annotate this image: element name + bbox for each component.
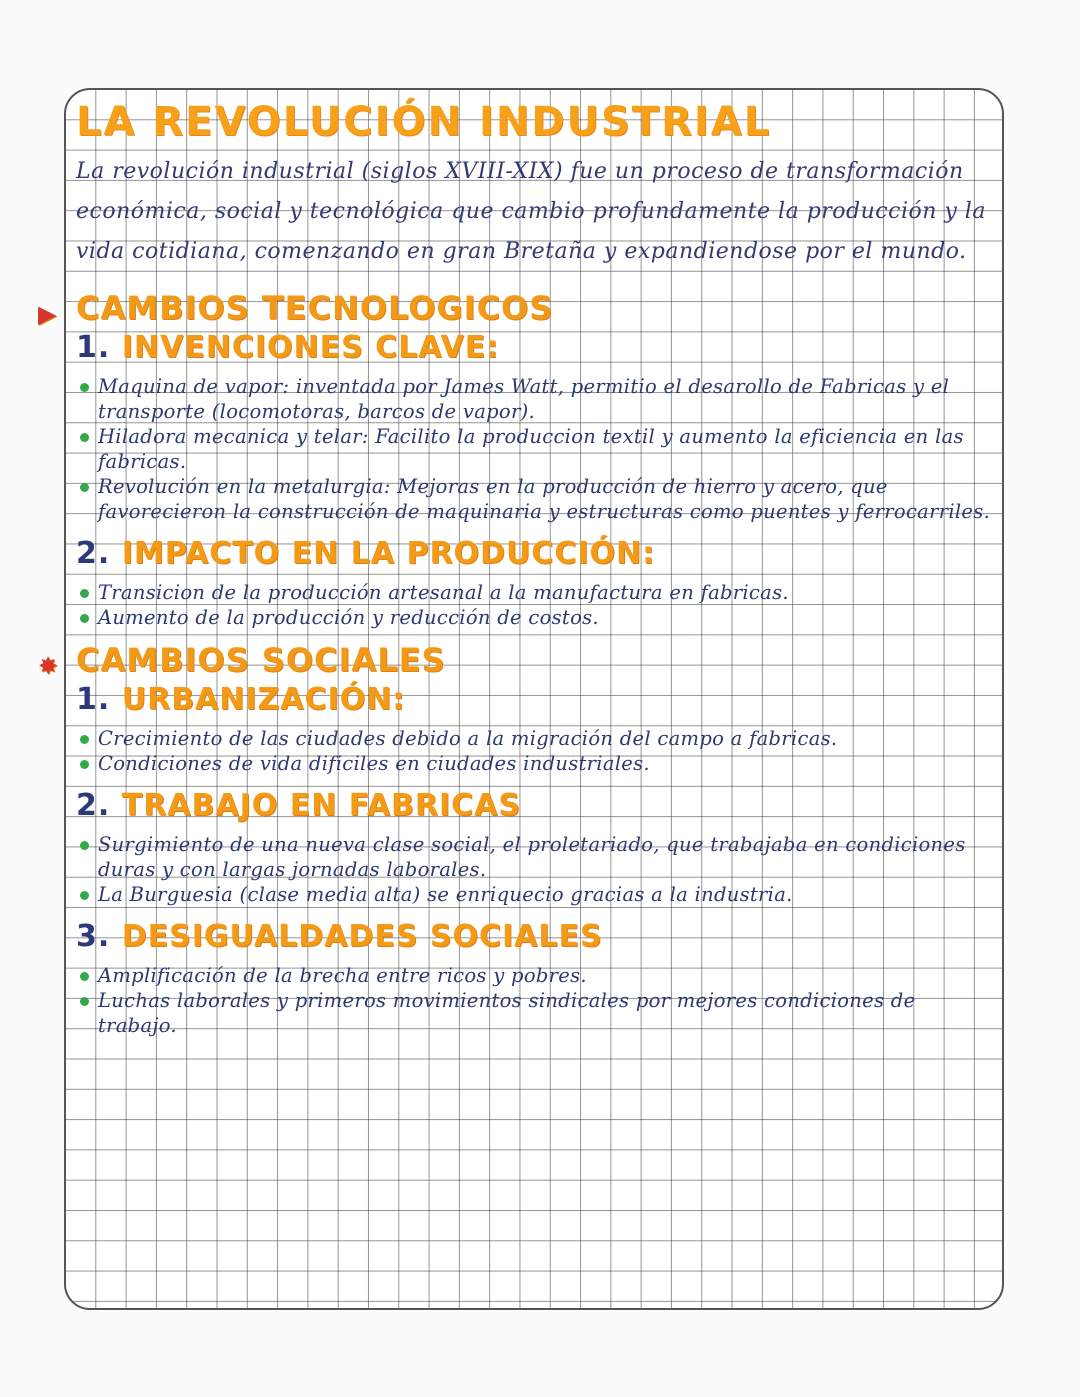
subsection-urbanization [76, 680, 996, 776]
arrow-marker-icon: ▶ [38, 300, 58, 328]
subsection-inequality [76, 917, 996, 1038]
section-social [38, 640, 996, 1038]
subsection-title-text: IMPACTO EN LA PRODUCCIÓN: [121, 536, 656, 571]
subsection-factory-work [76, 786, 996, 907]
section-title [38, 640, 996, 680]
bullet-list [76, 726, 996, 776]
subsection-title-text: TRABAJO EN FABRICAS [121, 788, 521, 823]
bullet-list [76, 963, 996, 1038]
bullet-list [76, 374, 996, 524]
subsection-title [76, 917, 996, 957]
section-title [38, 288, 996, 328]
star-marker-icon: ✸ [38, 652, 60, 680]
list-item: Condiciones de vida dificiles en ciudades industriales. [76, 751, 996, 776]
subsection-impact [76, 534, 996, 630]
list-item: La Burguesia (clase media alta) se enriquecio gracias a la industria. [76, 882, 996, 907]
list-item: Luchas laborales y primeros movimientos sindicales por mejores condiciones de trabajo. [76, 988, 996, 1038]
section-tech [38, 288, 996, 630]
list-item: Hiladora mecanica y telar: Facilito la produccion textil y aumento la eficiencia en las fabricas. [76, 424, 996, 474]
page-title: LA REVOLUCIÓN INDUSTRIAL [76, 99, 772, 145]
intro-paragraph: La revolución industrial (siglos XVIII-XIX) fue un proceso de transformación económica, social y tecnológica que cambio profundamente la producción y la vida cotidiana, comenzando en gran Bretaña y expandiendose por el mundo. [76, 159, 986, 264]
subsection-title [76, 328, 996, 368]
list-item: Maquina de vapor: inventada por James Watt, permitio el desarollo de Fabricas y el transporte (locomotoras, barcos de vapor). [76, 374, 996, 424]
bullet-list [76, 580, 996, 630]
subsection-title-text: URBANIZACIÓN: [121, 682, 406, 717]
subsection-title [76, 534, 996, 574]
subsection-title [76, 680, 996, 720]
section-title-text: CAMBIOS SOCIALES [76, 641, 446, 679]
list-item: Surgimiento de una nueva clase social, el proletariado, que trabajaba en condiciones duras y con largas jornadas laborales. [76, 832, 996, 882]
list-item: Aumento de la producción y reducción de costos. [76, 605, 996, 630]
bullet-list [76, 832, 996, 907]
subsection-number: 1. [76, 330, 111, 365]
subsection-title-text: INVENCIONES CLAVE: [121, 330, 500, 365]
subsection-number: 2. [76, 788, 111, 823]
subsection-number: 2. [76, 536, 111, 571]
subsection-title [76, 786, 996, 826]
notes-content [38, 96, 996, 1048]
subsection-title-text: DESIGUALDADES SOCIALES [121, 919, 603, 954]
subsection-number: 1. [76, 682, 111, 717]
subsection-inventions [76, 328, 996, 524]
list-item: Transicion de la producción artesanal a la manufactura en fabricas. [76, 580, 996, 605]
section-title-text: CAMBIOS TECNOLOGICOS [76, 289, 554, 327]
list-item: Crecimiento de las ciudades debido a la migración del campo a fabricas. [76, 726, 996, 751]
subsection-number: 3. [76, 919, 111, 954]
list-item: Amplificación de la brecha entre ricos y pobres. [76, 963, 996, 988]
list-item: Revolución en la metalurgia: Mejoras en la producción de hierro y acero, que favorecieron la construcción de maquinaria y estructuras como puentes y ferrocarriles. [76, 474, 996, 524]
